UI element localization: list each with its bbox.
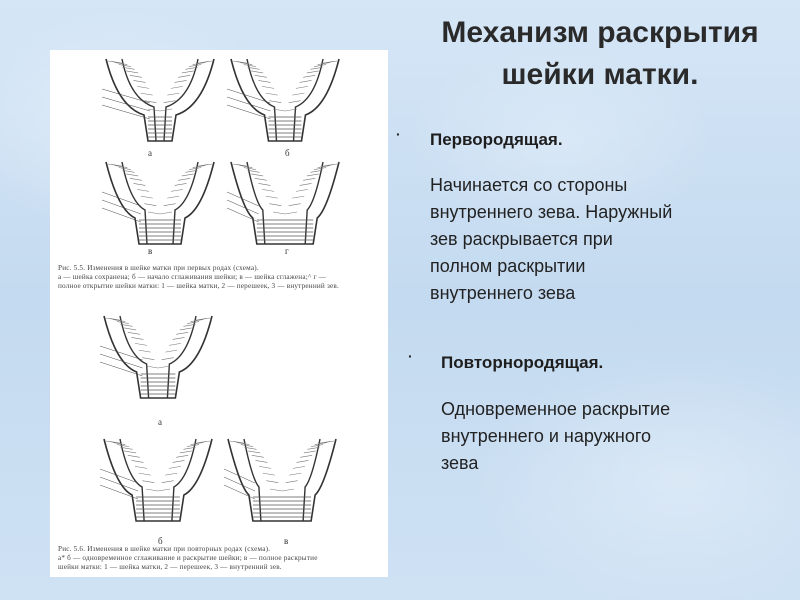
caption-1-line-1: Рис. 5.5. Изменения в шейке матки при первых родах (схема). bbox=[58, 264, 259, 272]
cervix-figure-panel bbox=[50, 50, 388, 577]
section-heading-multiparous: Повторнородящая. bbox=[441, 353, 604, 372]
cervix-diagram bbox=[98, 312, 218, 404]
text-line: зев раскрывается при bbox=[430, 229, 613, 249]
text-line: зева bbox=[441, 453, 479, 473]
text-line: внутреннего зева bbox=[430, 283, 576, 303]
cervix-diagram bbox=[225, 158, 345, 250]
slide-title-line-2: шейки матки. bbox=[501, 58, 699, 91]
caption-1-line-2: а — шейка сохранена; б — начало сглаживания шейки; в — шейка сглажена;^ г — bbox=[58, 273, 327, 282]
text-line: внутреннего и наружного bbox=[441, 426, 652, 446]
figure-caption-multiparous bbox=[58, 545, 388, 573]
figure-caption-primiparous bbox=[58, 264, 388, 292]
cervix-diagram bbox=[100, 55, 220, 147]
diagram-letter: в bbox=[148, 246, 153, 256]
cervix-diagram bbox=[225, 55, 345, 147]
text-line: внутреннего зева. Наружный bbox=[430, 202, 673, 222]
diagram-letter: б bbox=[285, 148, 290, 158]
text-line: Одновременное раскрытие bbox=[441, 399, 671, 419]
cervix-diagram bbox=[98, 435, 218, 527]
text-line: полном раскрытии bbox=[430, 256, 586, 276]
bullet-1: · bbox=[396, 126, 401, 142]
diagram-letter: г bbox=[285, 246, 289, 256]
diagram-letter: в bbox=[284, 536, 289, 546]
slide-title bbox=[400, 12, 800, 96]
diagram-letter: а bbox=[158, 417, 162, 427]
bullet-2: · bbox=[408, 348, 413, 364]
section-text-multiparous bbox=[441, 396, 670, 477]
diagram-letter: а bbox=[148, 148, 152, 158]
section-heading-primiparous: Первородящая. bbox=[430, 130, 563, 149]
cervix-diagram bbox=[100, 158, 220, 250]
section-text-primiparous bbox=[430, 172, 672, 307]
caption-2-line-3: шейки матки: 1 — шейка матки, 2 — перешеек, 3 — внутренний зев. bbox=[58, 563, 282, 572]
diagram-letter: б bbox=[158, 536, 163, 546]
caption-1-line-3: полное открытие шейки матки: 1 — шейка матки, 2 — перешеек, 3 — внутренний зев. bbox=[58, 282, 339, 291]
cervix-diagram bbox=[222, 435, 342, 527]
caption-2-line-1: Рис. 5.6. Изменения в шейке матки при повторных родах (схема). bbox=[58, 545, 271, 553]
slide-title-line-1: Механизм раскрытия bbox=[441, 16, 759, 49]
caption-2-line-2: а* б — одновременное сглаживание и раскрытие шейки; в — полное раскрытие bbox=[58, 554, 318, 563]
text-line: Начинается со стороны bbox=[430, 175, 628, 195]
